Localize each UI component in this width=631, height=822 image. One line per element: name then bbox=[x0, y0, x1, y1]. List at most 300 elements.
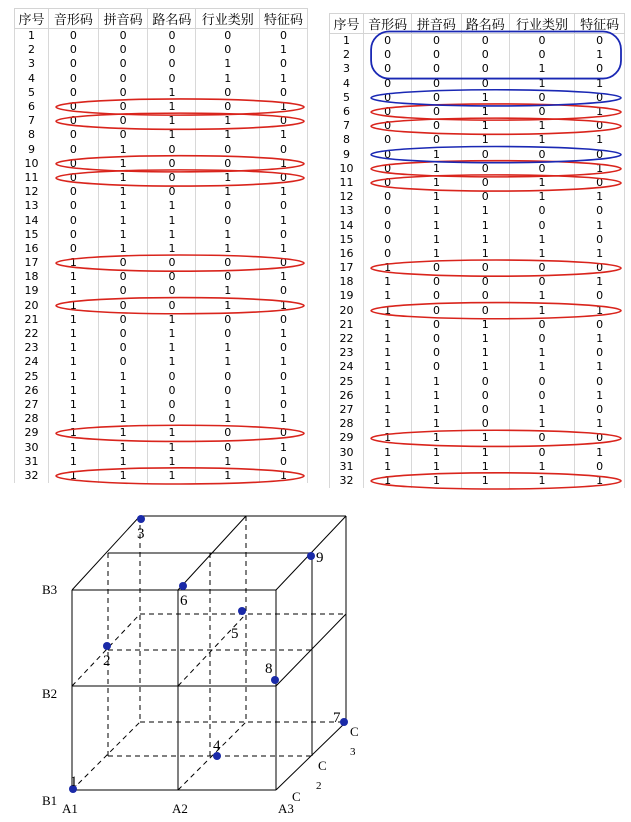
code-cell: 0 bbox=[509, 34, 574, 49]
code-cell: 1 bbox=[364, 318, 412, 332]
code-cell: 1 bbox=[412, 474, 462, 488]
code-cell: 1 bbox=[575, 360, 625, 374]
code-cell: 1 bbox=[412, 375, 462, 389]
code-cell: 0 bbox=[509, 162, 574, 176]
code-cell: 0 bbox=[575, 375, 625, 389]
code-cell: 1 bbox=[364, 289, 412, 303]
left-header-3: 路名码 bbox=[148, 9, 196, 29]
row-index: 21 bbox=[330, 318, 364, 332]
code-cell: 1 bbox=[49, 313, 99, 327]
code-cell: 1 bbox=[49, 370, 99, 384]
left-red-highlight bbox=[56, 468, 304, 484]
code-cell: 0 bbox=[49, 171, 99, 185]
code-cell: 1 bbox=[148, 100, 196, 114]
code-cell: 0 bbox=[364, 91, 412, 105]
row-index: 1 bbox=[15, 29, 49, 44]
label-b3: B3 bbox=[42, 582, 58, 597]
code-cell: 1 bbox=[260, 185, 308, 199]
code-cell: 0 bbox=[148, 43, 196, 57]
code-cell: 1 bbox=[196, 284, 260, 298]
code-cell: 1 bbox=[461, 247, 509, 261]
code-cell: 0 bbox=[364, 190, 412, 204]
code-cell: 0 bbox=[461, 275, 509, 289]
code-cell: 1 bbox=[148, 355, 196, 369]
row-index: 28 bbox=[330, 417, 364, 431]
code-cell: 0 bbox=[49, 114, 99, 128]
code-cell: 0 bbox=[509, 48, 574, 62]
code-cell: 0 bbox=[148, 284, 196, 298]
code-cell: 0 bbox=[364, 77, 412, 91]
code-cell: 0 bbox=[49, 199, 99, 213]
code-cell: 1 bbox=[49, 299, 99, 313]
code-cell: 0 bbox=[196, 256, 260, 270]
code-cell: 0 bbox=[98, 86, 148, 100]
code-cell: 1 bbox=[148, 86, 196, 100]
code-cell: 0 bbox=[575, 431, 625, 445]
code-cell: 1 bbox=[260, 299, 308, 313]
code-cell: 1 bbox=[98, 398, 148, 412]
code-cell: 0 bbox=[98, 313, 148, 327]
code-cell: 0 bbox=[98, 256, 148, 270]
code-cell: 1 bbox=[575, 133, 625, 147]
code-cell: 0 bbox=[412, 261, 462, 275]
code-cell: 0 bbox=[575, 91, 625, 105]
cube-point-9 bbox=[307, 552, 315, 560]
code-cell: 1 bbox=[98, 143, 148, 157]
code-cell: 1 bbox=[196, 398, 260, 412]
row-index: 30 bbox=[330, 445, 364, 459]
row-index: 10 bbox=[330, 162, 364, 176]
code-cell: 1 bbox=[509, 77, 574, 91]
code-cell: 0 bbox=[412, 275, 462, 289]
code-cell: 1 bbox=[575, 77, 625, 91]
code-cell: 0 bbox=[575, 460, 625, 474]
left-red-highlight bbox=[56, 425, 304, 441]
label-c1: C bbox=[292, 789, 301, 804]
code-cell: 0 bbox=[461, 48, 509, 62]
code-cell: 0 bbox=[260, 57, 308, 71]
code-cell: 0 bbox=[364, 34, 412, 49]
code-cell: 0 bbox=[260, 426, 308, 440]
code-cell: 0 bbox=[364, 162, 412, 176]
code-cell: 0 bbox=[364, 148, 412, 162]
row-index: 24 bbox=[15, 355, 49, 369]
code-cell: 0 bbox=[412, 289, 462, 303]
code-cell: 0 bbox=[260, 398, 308, 412]
code-cell: 0 bbox=[260, 114, 308, 128]
code-cell: 1 bbox=[49, 426, 99, 440]
code-cell: 0 bbox=[98, 270, 148, 284]
code-cell: 0 bbox=[461, 375, 509, 389]
code-cell: 1 bbox=[148, 128, 196, 142]
code-cell: 0 bbox=[148, 370, 196, 384]
code-cell: 1 bbox=[98, 242, 148, 256]
code-cell: 1 bbox=[364, 275, 412, 289]
code-cell: 1 bbox=[260, 43, 308, 57]
cube-point-label-3: 3 bbox=[137, 526, 145, 542]
row-index: 32 bbox=[330, 474, 364, 488]
code-cell: 1 bbox=[412, 190, 462, 204]
label-a1: A1 bbox=[62, 801, 78, 816]
cube-point-2 bbox=[103, 642, 111, 650]
row-index: 20 bbox=[330, 304, 364, 318]
row-index: 6 bbox=[330, 105, 364, 119]
code-cell: 0 bbox=[364, 218, 412, 232]
row-index: 12 bbox=[15, 185, 49, 199]
code-cell: 1 bbox=[509, 176, 574, 190]
code-cell: 0 bbox=[196, 100, 260, 114]
code-cell: 1 bbox=[260, 469, 308, 483]
code-cell: 0 bbox=[364, 204, 412, 218]
code-cell: 0 bbox=[412, 332, 462, 346]
code-cell: 1 bbox=[461, 474, 509, 488]
code-cell: 1 bbox=[49, 284, 99, 298]
code-cell: 1 bbox=[575, 48, 625, 62]
code-cell: 1 bbox=[575, 275, 625, 289]
code-cell: 1 bbox=[49, 355, 99, 369]
row-index: 20 bbox=[15, 299, 49, 313]
code-cell: 1 bbox=[148, 455, 196, 469]
code-cell: 0 bbox=[461, 261, 509, 275]
code-cell: 0 bbox=[575, 204, 625, 218]
code-cell: 0 bbox=[509, 91, 574, 105]
code-cell: 0 bbox=[49, 128, 99, 142]
code-cell: 1 bbox=[509, 119, 574, 133]
right-red-highlight bbox=[371, 430, 621, 446]
code-cell: 1 bbox=[196, 455, 260, 469]
code-cell: 0 bbox=[509, 389, 574, 403]
row-index: 30 bbox=[15, 440, 49, 454]
row-index: 22 bbox=[330, 332, 364, 346]
cube-point-label-4: 4 bbox=[213, 738, 221, 754]
row-index: 32 bbox=[15, 469, 49, 483]
code-cell: 0 bbox=[148, 72, 196, 86]
code-cell: 1 bbox=[412, 204, 462, 218]
code-cell: 0 bbox=[412, 133, 462, 147]
code-cell: 1 bbox=[364, 389, 412, 403]
row-index: 14 bbox=[15, 213, 49, 227]
label-b1: B1 bbox=[42, 793, 58, 808]
code-cell: 0 bbox=[575, 233, 625, 247]
code-cell: 1 bbox=[260, 327, 308, 341]
code-cell: 1 bbox=[461, 133, 509, 147]
code-cell: 0 bbox=[260, 228, 308, 242]
code-cell: 0 bbox=[575, 403, 625, 417]
code-cell: 1 bbox=[148, 242, 196, 256]
code-cell: 1 bbox=[260, 355, 308, 369]
code-cell: 0 bbox=[364, 233, 412, 247]
row-index: 17 bbox=[15, 256, 49, 270]
code-cell: 0 bbox=[364, 133, 412, 147]
row-index: 29 bbox=[330, 431, 364, 445]
code-cell: 1 bbox=[461, 431, 509, 445]
left-header-0: 序号 bbox=[15, 9, 49, 29]
right-header-0: 序号 bbox=[330, 14, 364, 34]
code-cell: 1 bbox=[364, 403, 412, 417]
code-cell: 1 bbox=[148, 228, 196, 242]
code-cell: 0 bbox=[260, 455, 308, 469]
code-cell: 1 bbox=[412, 403, 462, 417]
row-index: 13 bbox=[330, 204, 364, 218]
row-index: 15 bbox=[330, 233, 364, 247]
row-index: 11 bbox=[330, 176, 364, 190]
right-header-4: 行业类别 bbox=[509, 14, 574, 34]
code-cell: 1 bbox=[412, 162, 462, 176]
row-index: 31 bbox=[330, 460, 364, 474]
code-cell: 1 bbox=[196, 72, 260, 86]
code-cell: 1 bbox=[412, 247, 462, 261]
code-cell: 0 bbox=[98, 57, 148, 71]
code-cell: 1 bbox=[412, 148, 462, 162]
right-red-highlight bbox=[371, 303, 621, 319]
code-cell: 0 bbox=[196, 157, 260, 171]
code-cell: 0 bbox=[98, 284, 148, 298]
left-red-highlight bbox=[56, 298, 304, 314]
code-cell: 0 bbox=[412, 48, 462, 62]
code-cell: 0 bbox=[196, 143, 260, 157]
code-cell: 0 bbox=[364, 247, 412, 261]
code-cell: 1 bbox=[461, 218, 509, 232]
code-cell: 0 bbox=[260, 143, 308, 157]
code-cell: 1 bbox=[260, 242, 308, 256]
code-cell: 0 bbox=[461, 62, 509, 76]
row-index: 5 bbox=[15, 86, 49, 100]
code-cell: 1 bbox=[148, 469, 196, 483]
cube-point-label-7: 7 bbox=[333, 710, 341, 726]
code-cell: 0 bbox=[196, 384, 260, 398]
code-cell: 0 bbox=[364, 105, 412, 119]
row-index: 23 bbox=[15, 341, 49, 355]
code-cell: 0 bbox=[148, 412, 196, 426]
code-cell: 1 bbox=[148, 114, 196, 128]
code-cell: 1 bbox=[461, 318, 509, 332]
code-cell: 0 bbox=[148, 256, 196, 270]
code-cell: 1 bbox=[260, 100, 308, 114]
code-cell: 1 bbox=[98, 213, 148, 227]
code-cell: 1 bbox=[49, 270, 99, 284]
code-cell: 0 bbox=[461, 176, 509, 190]
code-cell: 0 bbox=[509, 218, 574, 232]
code-cell: 0 bbox=[260, 256, 308, 270]
code-cell: 0 bbox=[148, 157, 196, 171]
row-index: 15 bbox=[15, 228, 49, 242]
code-cell: 1 bbox=[575, 247, 625, 261]
code-cell: 1 bbox=[98, 426, 148, 440]
code-cell: 1 bbox=[412, 218, 462, 232]
code-cell: 1 bbox=[509, 460, 574, 474]
code-cell: 1 bbox=[98, 440, 148, 454]
code-cell: 0 bbox=[49, 43, 99, 57]
code-cell: 1 bbox=[260, 72, 308, 86]
row-index: 18 bbox=[330, 275, 364, 289]
code-cell: 0 bbox=[509, 375, 574, 389]
code-cell: 0 bbox=[461, 389, 509, 403]
code-cell: 0 bbox=[196, 270, 260, 284]
row-index: 19 bbox=[330, 289, 364, 303]
code-cell: 1 bbox=[260, 128, 308, 142]
code-cell: 1 bbox=[98, 455, 148, 469]
code-cell: 1 bbox=[575, 304, 625, 318]
row-index: 24 bbox=[330, 360, 364, 374]
code-cell: 1 bbox=[196, 171, 260, 185]
code-cell: 0 bbox=[509, 318, 574, 332]
code-cell: 0 bbox=[461, 148, 509, 162]
code-cell: 0 bbox=[509, 275, 574, 289]
row-index: 12 bbox=[330, 190, 364, 204]
row-index: 6 bbox=[15, 100, 49, 114]
code-cell: 1 bbox=[49, 469, 99, 483]
code-cell: 0 bbox=[461, 34, 509, 49]
code-cell: 1 bbox=[461, 360, 509, 374]
code-cell: 0 bbox=[412, 62, 462, 76]
code-cell: 0 bbox=[575, 289, 625, 303]
code-cell: 1 bbox=[148, 313, 196, 327]
code-cell: 1 bbox=[148, 327, 196, 341]
label-b2: B2 bbox=[42, 686, 58, 701]
code-cell: 0 bbox=[196, 426, 260, 440]
cube-point-label-2: 2 bbox=[103, 653, 111, 669]
code-cell: 0 bbox=[412, 77, 462, 91]
cube-point-label-8: 8 bbox=[265, 661, 273, 677]
cube-point-label-9: 9 bbox=[316, 550, 324, 566]
row-index: 7 bbox=[15, 114, 49, 128]
code-cell: 1 bbox=[509, 304, 574, 318]
code-cell: 1 bbox=[575, 417, 625, 431]
row-index: 4 bbox=[15, 72, 49, 86]
code-cell: 0 bbox=[412, 34, 462, 49]
row-index: 23 bbox=[330, 346, 364, 360]
code-cell: 1 bbox=[196, 299, 260, 313]
code-cell: 0 bbox=[461, 190, 509, 204]
code-cell: 0 bbox=[509, 332, 574, 346]
code-cell: 1 bbox=[509, 233, 574, 247]
code-cell: 0 bbox=[412, 346, 462, 360]
code-cell: 1 bbox=[148, 213, 196, 227]
code-cell: 1 bbox=[461, 460, 509, 474]
row-index: 4 bbox=[330, 77, 364, 91]
cube-diagram bbox=[0, 510, 631, 822]
code-cell: 1 bbox=[364, 360, 412, 374]
row-index: 14 bbox=[330, 218, 364, 232]
code-cell: 0 bbox=[260, 199, 308, 213]
code-cell: 1 bbox=[509, 62, 574, 76]
right-header-5: 特征码 bbox=[575, 14, 625, 34]
right-header-3: 路名码 bbox=[461, 14, 509, 34]
code-cell: 1 bbox=[364, 431, 412, 445]
code-cell: 1 bbox=[364, 332, 412, 346]
code-cell: 1 bbox=[509, 133, 574, 147]
code-cell: 0 bbox=[509, 105, 574, 119]
code-cell: 1 bbox=[575, 162, 625, 176]
code-cell: 0 bbox=[49, 185, 99, 199]
code-cell: 0 bbox=[148, 384, 196, 398]
code-cell: 1 bbox=[412, 417, 462, 431]
code-cell: 1 bbox=[412, 460, 462, 474]
code-cell: 0 bbox=[196, 43, 260, 57]
code-cell: 1 bbox=[575, 389, 625, 403]
code-cell: 1 bbox=[260, 384, 308, 398]
left-header-4: 行业类别 bbox=[196, 9, 260, 29]
row-index: 3 bbox=[15, 57, 49, 71]
right-red-highlight bbox=[371, 473, 621, 489]
right-header-1: 音形码 bbox=[364, 14, 412, 34]
code-cell: 0 bbox=[412, 318, 462, 332]
row-index: 17 bbox=[330, 261, 364, 275]
code-cell: 0 bbox=[509, 261, 574, 275]
code-cell: 1 bbox=[461, 346, 509, 360]
code-cell: 0 bbox=[196, 327, 260, 341]
code-cell: 1 bbox=[364, 375, 412, 389]
code-cell: 0 bbox=[509, 204, 574, 218]
code-cell: 0 bbox=[575, 318, 625, 332]
code-cell: 1 bbox=[412, 389, 462, 403]
code-cell: 1 bbox=[196, 412, 260, 426]
code-cell: 1 bbox=[196, 355, 260, 369]
code-cell: 0 bbox=[49, 213, 99, 227]
code-cell: 0 bbox=[412, 360, 462, 374]
row-index: 11 bbox=[15, 171, 49, 185]
code-cell: 0 bbox=[98, 327, 148, 341]
code-cell: 0 bbox=[575, 119, 625, 133]
row-index: 21 bbox=[15, 313, 49, 327]
code-cell: 0 bbox=[575, 176, 625, 190]
row-index: 16 bbox=[15, 242, 49, 256]
code-cell: 0 bbox=[98, 100, 148, 114]
code-cell: 0 bbox=[509, 431, 574, 445]
code-cell: 0 bbox=[575, 148, 625, 162]
code-cell: 0 bbox=[509, 148, 574, 162]
code-cell: 0 bbox=[98, 341, 148, 355]
code-cell: 1 bbox=[412, 431, 462, 445]
code-cell: 1 bbox=[364, 417, 412, 431]
code-cell: 1 bbox=[260, 412, 308, 426]
code-cell: 1 bbox=[196, 57, 260, 71]
row-index: 9 bbox=[15, 143, 49, 157]
row-index: 22 bbox=[15, 327, 49, 341]
code-cell: 0 bbox=[412, 304, 462, 318]
code-cell: 0 bbox=[364, 48, 412, 62]
code-cell: 0 bbox=[148, 143, 196, 157]
code-cell: 0 bbox=[260, 86, 308, 100]
row-index: 28 bbox=[15, 412, 49, 426]
code-cell: 0 bbox=[148, 398, 196, 412]
row-index: 27 bbox=[330, 403, 364, 417]
code-cell: 1 bbox=[98, 171, 148, 185]
code-cell: 0 bbox=[461, 77, 509, 91]
code-cell: 1 bbox=[509, 346, 574, 360]
left-red-highlight bbox=[56, 255, 304, 271]
code-cell: 0 bbox=[364, 62, 412, 76]
code-cell: 0 bbox=[49, 228, 99, 242]
code-cell: 1 bbox=[461, 233, 509, 247]
cube-point-6 bbox=[179, 582, 187, 590]
code-cell: 0 bbox=[575, 261, 625, 275]
code-cell: 0 bbox=[461, 304, 509, 318]
row-index: 25 bbox=[15, 370, 49, 384]
code-cell: 1 bbox=[575, 190, 625, 204]
code-cell: 1 bbox=[575, 218, 625, 232]
code-cell: 0 bbox=[461, 403, 509, 417]
code-cell: 1 bbox=[49, 398, 99, 412]
code-cell: 1 bbox=[260, 213, 308, 227]
code-cell: 0 bbox=[412, 119, 462, 133]
code-cell: 0 bbox=[49, 57, 99, 71]
code-cell: 1 bbox=[461, 204, 509, 218]
right-red-highlight bbox=[371, 260, 621, 276]
code-cell: 0 bbox=[49, 29, 99, 44]
code-cell: 0 bbox=[196, 29, 260, 44]
label-a2: A2 bbox=[172, 801, 188, 816]
